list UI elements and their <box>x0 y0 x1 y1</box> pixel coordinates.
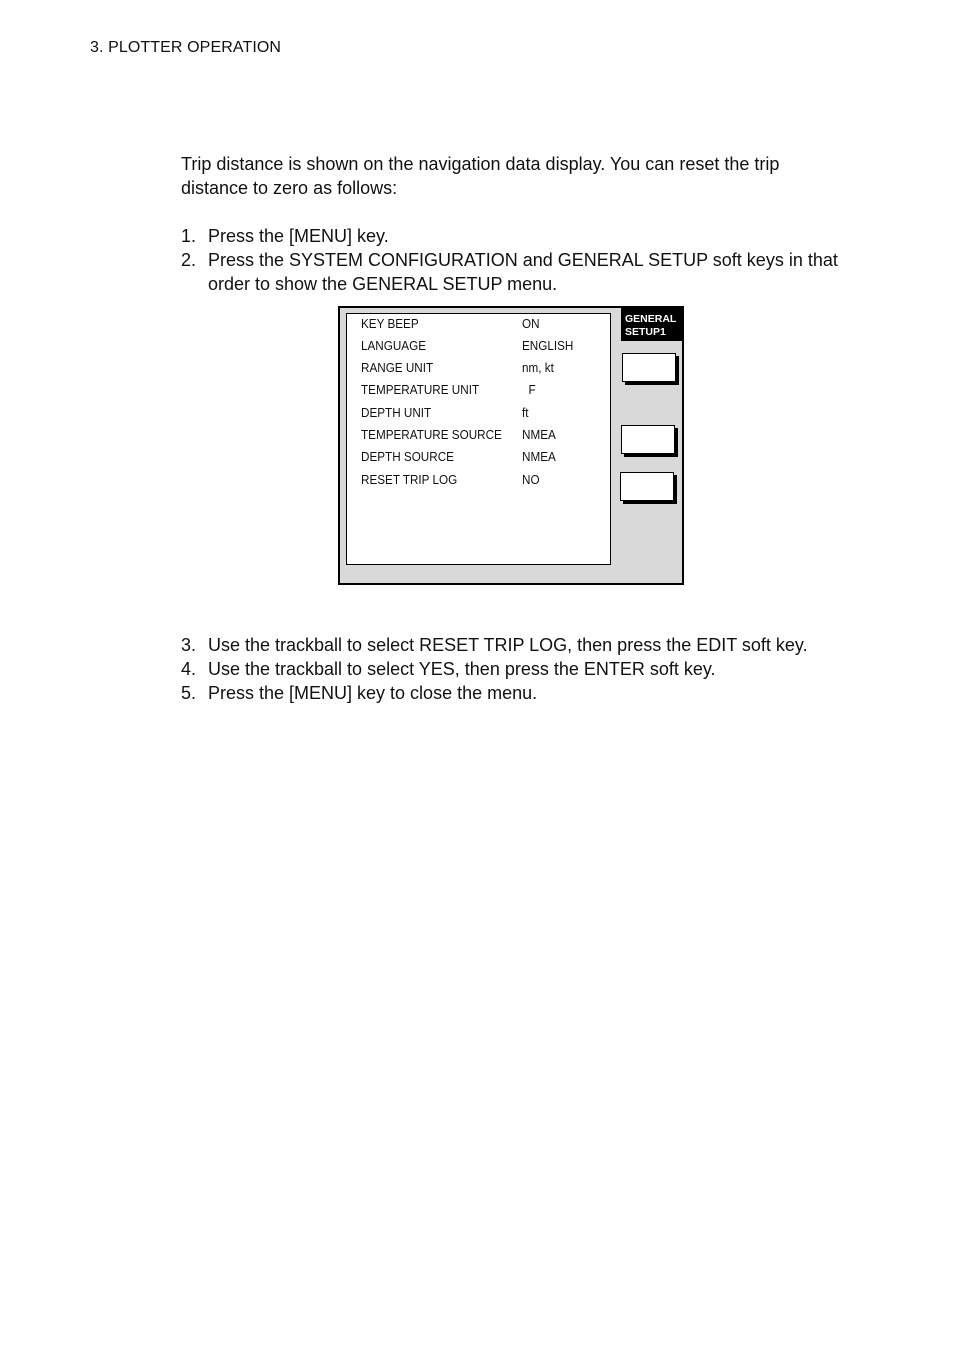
menu-label: RESET TRIP LOG <box>361 472 458 487</box>
step-item <box>181 224 841 248</box>
menu-row-temperature-source[interactable] <box>361 425 601 445</box>
menu-label: TEMPERATURE SOURCE <box>361 427 502 442</box>
soft-key-2[interactable] <box>621 425 675 454</box>
menu-row-depth-unit[interactable] <box>361 403 601 423</box>
menu-value: F <box>522 382 536 397</box>
step-text: Press the [MENU] key to close the menu. <box>208 683 538 703</box>
step-item <box>181 633 841 657</box>
section-header: 3. PLOTTER OPERATION <box>90 39 282 56</box>
menu-row-key-beep[interactable] <box>361 314 601 334</box>
step-item <box>181 681 841 705</box>
menu-label: DEPTH UNIT <box>361 405 432 420</box>
menu-label: TEMPERATURE UNIT <box>361 382 480 397</box>
menu-value: ft <box>522 405 529 420</box>
step-item <box>181 657 841 681</box>
step-number: 5. <box>181 683 197 703</box>
soft-key-1[interactable] <box>622 353 676 382</box>
menu-label: DEPTH SOURCE <box>361 449 454 464</box>
menu-label: RANGE UNIT <box>361 360 434 375</box>
menu-value: ON <box>522 316 540 331</box>
step-text: Press the [MENU] key. <box>208 226 389 246</box>
menu-value: ENGLISH <box>522 338 574 353</box>
step-number: 4. <box>181 659 197 679</box>
step-text: Use the trackball to select RESET TRIP LOG, then press the EDIT soft key. <box>208 635 808 655</box>
menu-value: nm, kt <box>522 360 554 375</box>
menu-row-depth-source[interactable] <box>361 447 601 467</box>
steps-list-before <box>181 224 841 296</box>
menu-row-reset-trip-log[interactable] <box>361 470 601 490</box>
step-item <box>181 248 841 296</box>
menu-label: KEY BEEP <box>361 316 419 331</box>
step-number: 1. <box>181 226 197 246</box>
menu-value: NO <box>522 472 540 487</box>
steps-list-after <box>181 633 841 705</box>
menu-row-temperature-unit[interactable] <box>361 380 601 400</box>
step-number: 3. <box>181 635 197 655</box>
intro-paragraph: Trip distance is shown on the navigation data display. You can reset the trip distance to zero as follows: <box>181 154 780 198</box>
general-setup-screen <box>338 306 684 585</box>
step-text: Press the SYSTEM CONFIGURATION and GENERAL SETUP soft keys in that order to show the GENERAL SETUP menu. <box>208 250 838 294</box>
menu-panel <box>346 313 611 565</box>
menu-label: LANGUAGE <box>361 338 427 353</box>
step-text: Use the trackball to select YES, then press the ENTER soft key. <box>208 659 716 679</box>
menu-title-box: GENERAL SETUP1 <box>621 308 682 341</box>
menu-row-language[interactable] <box>361 336 601 356</box>
menu-value: NMEA <box>522 427 556 442</box>
menu-value: NMEA <box>522 449 556 464</box>
step-number: 2. <box>181 250 197 270</box>
menu-row-range-unit[interactable] <box>361 358 601 378</box>
soft-key-3[interactable] <box>620 472 674 501</box>
